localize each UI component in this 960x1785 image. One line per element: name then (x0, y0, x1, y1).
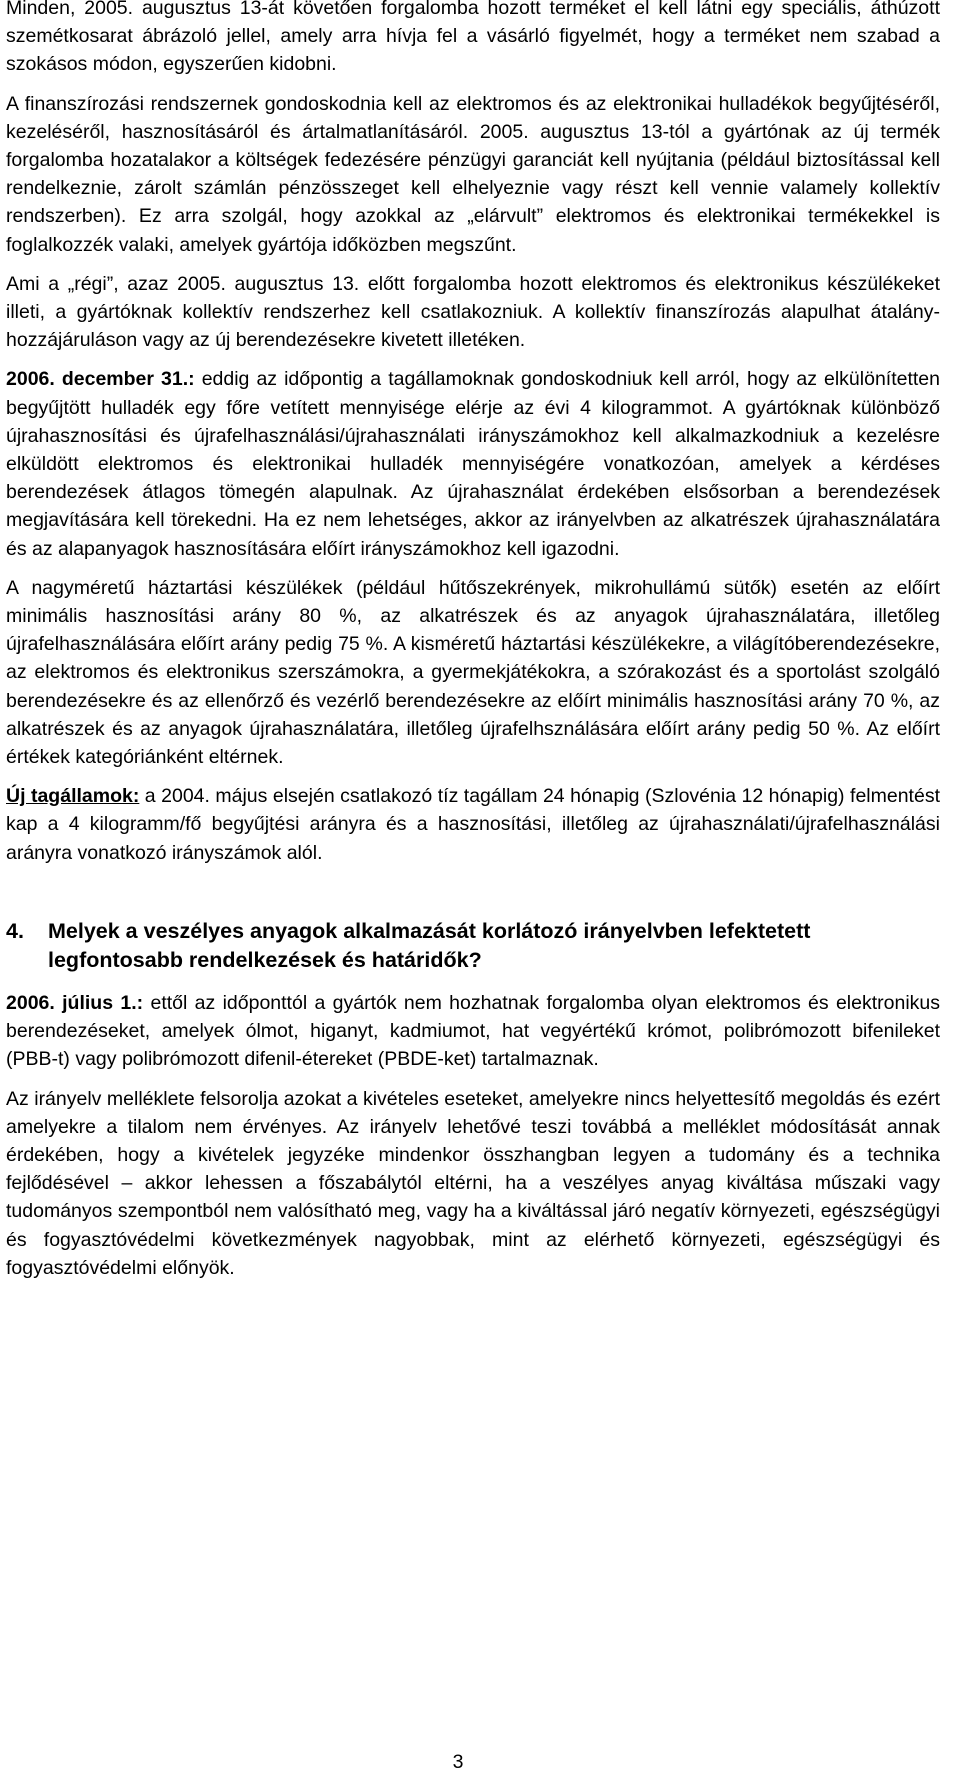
page-number-text: 3 (452, 1751, 464, 1773)
deadline-label: 2006. december 31. (6, 368, 189, 391)
paragraph-collection-deadline (6, 365, 940, 562)
paragraph-recovery-rates: A nagyméretű háztartási készülékek (például hűtőszekrények, mikrohullámú sütők) esetén az előírt minimális hasznosítási arány 80 %, az alkatrészek és az anyagok újrahasználatára, illetőleg újrafelhasználására előírt arány pedig 75 %. A kisméretű háztartási készülékekre, a világítóberendezésekre, az elektromos és elektronikus szerszámokra, a gyermekjátékokra, a szórakozást és a sportolást szolgáló berendezésekre és az ellenőrző és vezérlő berendezésekre az előírt minimális hasznosítási arány 70 %, az alkatrészek és az anyagok újrahasználatára, illetőleg újrafelhsználására előírt arány pedig 50 %. Az előírt értékek kategóriánként eltérnek. (6, 576, 940, 769)
paragraph-hazardous-substances-deadline (6, 989, 940, 1074)
paragraph-financing-system: A finanszírozási rendszernek gondoskodnia kell az elektromos és az elektronikai hulladékok begyűjtéséről, kezeléséről, hasznosításáról és ártalmatlanításáról. 2005. augusztus 13-tól a gyártónak az új termék forgalomba hozatalakor a költségek fedezésére pénzügyi garanciát kell nyújtania (például biztosítással kell rendelkeznie, zárolt számlán pénzösszeget kell elhelyeznie vagy részt kell vennie valamely kollektív rendszerben). Ez arra szolgál, hogy azokkal az „elárvult” elektromos és elektronikai termékekkel is foglalkozzék valaki, amelyek gyártója időközben megszűnt. (6, 92, 940, 256)
paragraph-marking-requirement: Minden, 2005. augusztus 13-át követően forgalomba hozott terméket el kell látni egy speciális, áthúzott szemétkosarat ábrázoló jellel, amely arra hívja fel a vásárló figyelmét, hogy a terméket nem szabad a szokásos módon, egyszerűen kidobni. (6, 0, 940, 76)
deadline-colon: : (188, 368, 195, 391)
page-number (0, 1748, 960, 1776)
section-heading (6, 917, 940, 975)
document-page (6, 0, 940, 1282)
section-title: Melyek a veszélyes anyagok alkalmazását korlátozó irányelvben lefektetett legfontosabb rendelkezések és határidők? (48, 918, 811, 972)
paragraph-exemptions: Az irányelv melléklete felsorolja azokat a kivételes eseteket, amelyekre nincs helyettesítő megoldás és ezért amelyekre a tilalom nem érvényes. Az irányelv lehetővé teszi továbbá a melléklet módosítását annak érdekében, hogy a kivételek jegyzéke mindenkor összhangban legyen a tudomány és a technika fejlődésével – akkor lehessen a főszabálytól eltérni, ha a veszélyes anyag kiváltása műszaki vagy tudományos szempontból nem valósítható meg, vagy ha a kiváltással járó negatív környezeti, egészségügyi és fogyasztóvédelmi következmények nagyobbak, mint az elérhető környezeti, egészségügyi és fogyasztóvédelmi előnyök. (6, 1087, 940, 1279)
rohs-deadline-text: ettől az időponttól a gyártók nem hozhatnak forgalomba olyan elektromos és elektronikus berendezéseket, amelyek ólmot, higanyt, kadmiumot, hat vegyértékű krómot, polibrómozott bifenileket (PBB-t) vagy polibrómozott difenil-étereket (PBDE-ket) tartalmaznak. (6, 991, 940, 1071)
new-member-states-text: a 2004. május elsején csatlakozó tíz tagállam 24 hónapig (Szlovénia 12 hónapig) felmentést kap a 4 kilogramm/fő begyűjtési arányra és a hasznosítási, illetőleg az újrahasználati/újrafelhasználási arányra vonatkozó irányszámok alól. (6, 785, 940, 864)
paragraph-new-member-states (6, 782, 940, 867)
section-number: 4. (6, 918, 24, 943)
rohs-deadline-label: 2006. július 1. (6, 991, 137, 1014)
rohs-deadline-colon: : (136, 991, 144, 1014)
new-member-states-label: Új tagállamok: (6, 785, 140, 808)
deadline-text: eddig az időpontig a tagállamoknak gondoskodniuk kell arról, hogy az elkülönítetten begyűjtött hulladék egy főre vetített mennyisége elérje az évi 4 kilogrammot. A gyártóknak különböző újrahasznosítási és újrafelhasználási/újrahasználati irányszámokhoz kell alkalmazkodniuk a kezelésre elküldött elektromos és elektronikai hulladék mennyiségére vonatkozóan, amelyek a kérdéses berendezések átlagos tömegén alapulnak. Az újrahasználat érdekében elsősorban a berendezések megjavítására kell törekedni. Ha ez nem lehetséges, akkor az irányelvben az alkatrészek újrahasználatára és az alapanyagok hasznosítására előírt irányszámokhoz kell igazodni. (6, 368, 940, 560)
paragraph-old-equipment: Ami a „régi”, azaz 2005. augusztus 13. előtt forgalomba hozott elektromos és elektronikus készülékeket illeti, a gyártóknak kollektív rendszerhez kell csatlakozniuk. A kollektív finanszírozás alapulhat átalány-hozzájáruláson vagy az új berendezésekre kivetett illetéken. (6, 272, 940, 352)
